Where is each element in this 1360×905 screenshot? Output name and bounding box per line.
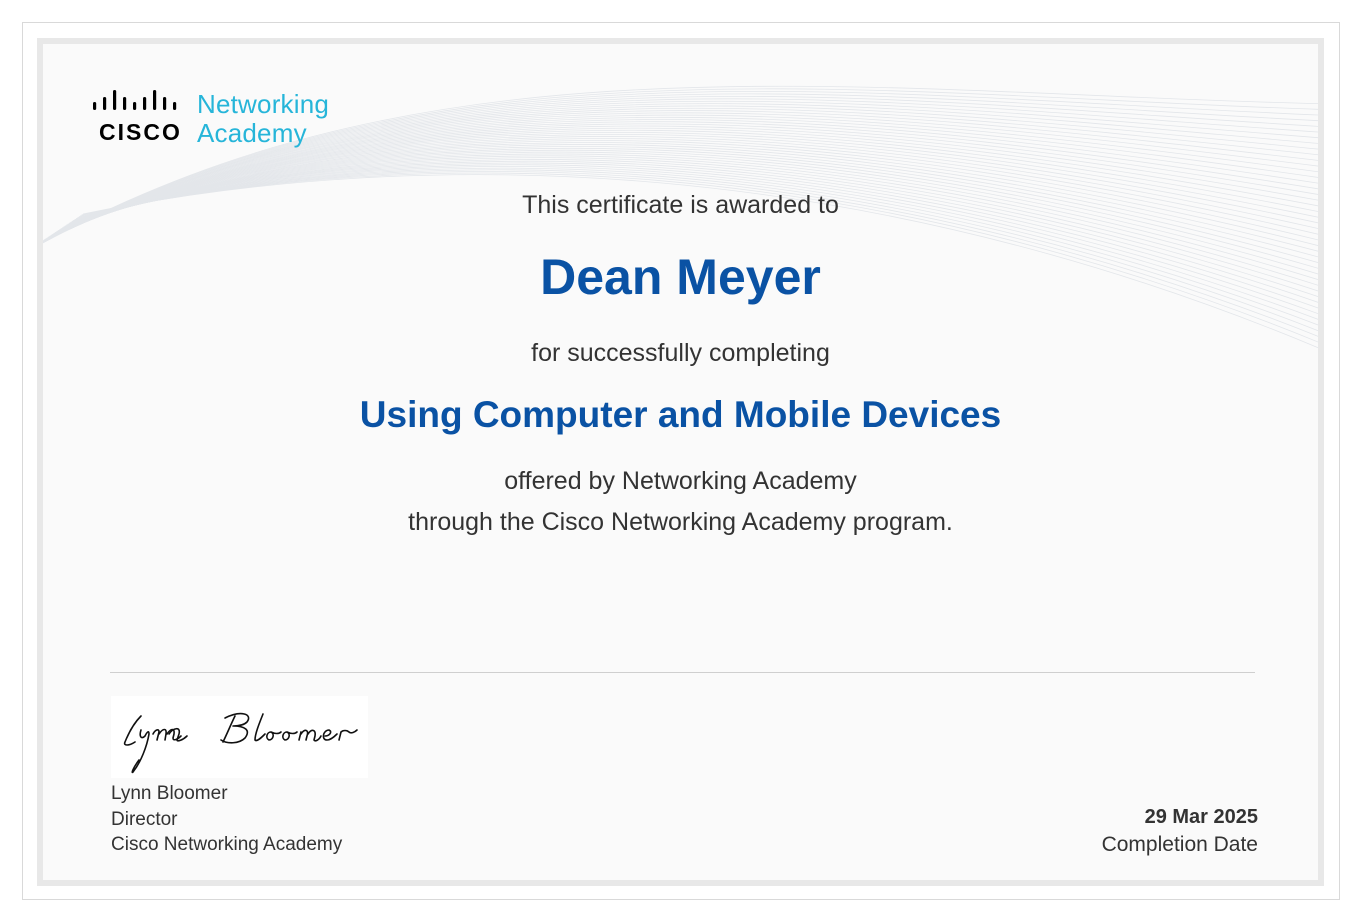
recipient-name: Dean Meyer bbox=[540, 249, 821, 305]
divider bbox=[110, 672, 1255, 673]
offered-by-text: offered by Networking Academy bbox=[504, 467, 857, 495]
signatory-block bbox=[111, 781, 342, 858]
completion-date-label: Completion Date bbox=[1101, 833, 1258, 856]
brand-line-networking: Networking bbox=[197, 89, 330, 119]
certificate bbox=[37, 38, 1324, 886]
signature-image bbox=[111, 696, 368, 778]
cisco-wordmark: CISCO bbox=[99, 119, 182, 145]
completion-date-block bbox=[1102, 803, 1258, 859]
completing-text: for successfully completing bbox=[531, 339, 830, 367]
networking-academy-wordmark bbox=[197, 90, 329, 148]
awarded-text: This certificate is awarded to bbox=[522, 191, 839, 219]
signatory-name: Lynn Bloomer bbox=[111, 783, 228, 804]
cisco-logo-icon bbox=[93, 88, 193, 118]
course-title: Using Computer and Mobile Devices bbox=[359, 394, 1002, 435]
completion-date: 29 Mar 2025 bbox=[1144, 806, 1258, 828]
signatory-title: Director bbox=[111, 808, 178, 830]
signature-icon bbox=[111, 696, 368, 778]
program-text: through the Cisco Networking Academy program. bbox=[408, 508, 953, 536]
signatory-organization: Cisco Networking Academy bbox=[111, 834, 343, 855]
brand-line-academy: Academy bbox=[197, 118, 307, 148]
